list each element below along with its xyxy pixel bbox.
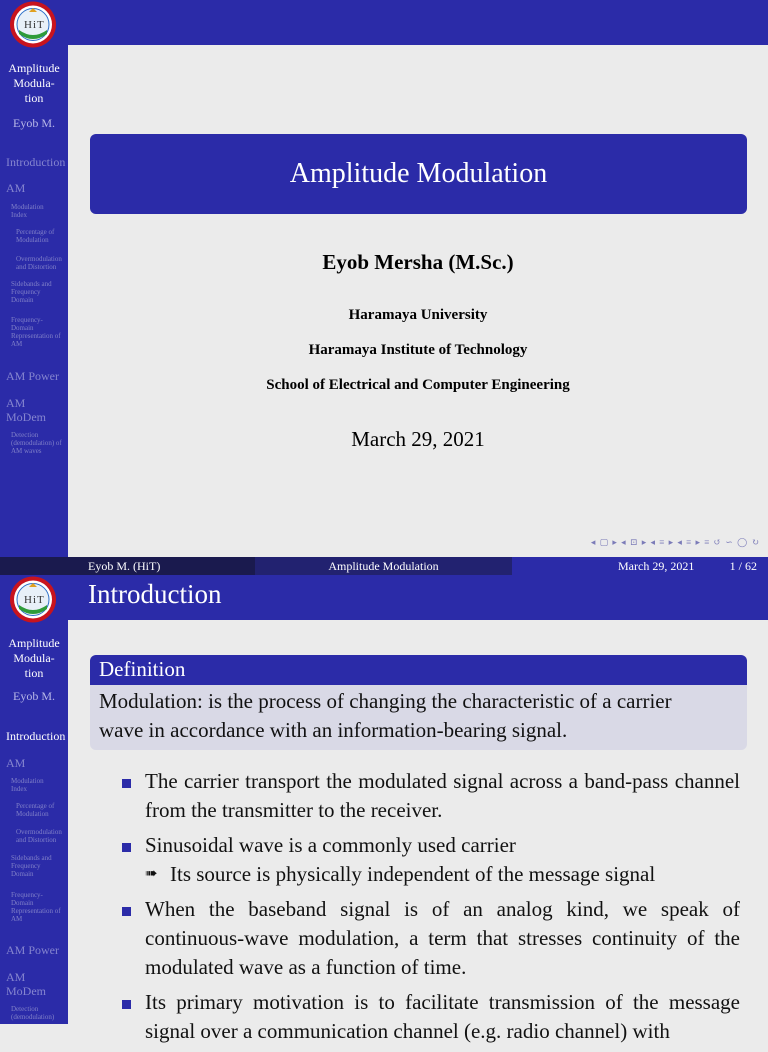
svg-text:T: T xyxy=(37,19,44,31)
bullet-text: Sinusoidal wave is a commonly used carrier xyxy=(145,833,516,857)
presentation-title: Amplitude Modulation xyxy=(289,158,548,189)
header-bar xyxy=(68,0,768,45)
sidebar-presentation-title xyxy=(0,636,68,681)
definition-body xyxy=(90,685,747,750)
svg-text:i: i xyxy=(33,19,37,31)
footer-page-number: 1 / 62 xyxy=(729,559,757,573)
sub-list-item xyxy=(145,860,740,889)
frame-title: Introduction xyxy=(88,579,222,609)
sidebar xyxy=(0,575,68,1024)
svg-text:T: T xyxy=(37,594,44,606)
institution-institute: Haramaya Institute of Technology xyxy=(308,342,528,358)
square-bullet-icon xyxy=(122,907,131,916)
definition-line: wave in accordance with an information-bearing signal. xyxy=(99,718,568,742)
presentation-date: March 29, 2021 xyxy=(351,427,485,451)
sidebar-title-line: tion xyxy=(24,91,44,105)
sidebar-author: Eyob M. xyxy=(13,116,55,130)
list-item xyxy=(122,767,740,825)
svg-text:H: H xyxy=(24,594,32,606)
square-bullet-icon xyxy=(122,843,131,852)
bullet-text: When the baseband signal is of an analog kind, we speak of continuous-wave modulation, a term that stresses continuity of the modulated wave as a function of time. xyxy=(145,897,740,979)
nav-subsub-percentage[interactable]: Percentage of Modulation xyxy=(16,228,55,244)
bullet-list xyxy=(122,767,740,1052)
footer-title: Amplitude Modulation xyxy=(255,557,512,575)
introduction-slide xyxy=(0,575,768,1043)
svg-text:H: H xyxy=(24,19,32,31)
nav-sub-modulation-index[interactable]: Modulation Index xyxy=(11,203,44,219)
list-item xyxy=(122,831,740,889)
nav-section-introduction[interactable]: Introduction xyxy=(6,155,66,169)
definition-line: Modulation: is the process of changing the characteristic of a carrier xyxy=(99,689,672,713)
definition-heading: Definition xyxy=(90,655,747,685)
definition-block xyxy=(90,655,747,750)
presentation-title-box xyxy=(90,134,747,214)
institution-university: Haramaya University xyxy=(348,307,488,323)
presentation-author: Eyob Mersha (M.Sc.) xyxy=(322,250,514,274)
square-bullet-icon xyxy=(122,1000,131,1009)
footer-right-box xyxy=(512,557,768,575)
frame-title-bar xyxy=(68,575,768,620)
bullet-text: The carrier transport the modulated signal across a band-pass channel from the transmitter to the receiver. xyxy=(145,769,740,822)
sidebar-title-line: tion xyxy=(24,666,44,680)
sidebar-title-line: Modula- xyxy=(13,76,55,90)
nav-section-introduction[interactable]: Introduction xyxy=(6,729,66,743)
nav-section-am-power[interactable]: AM Power xyxy=(6,943,59,957)
nav-sub-detection[interactable]: Detection (demodulation) xyxy=(11,1005,55,1021)
nav-sub-sidebands[interactable]: Sidebands and Frequency Domain xyxy=(11,280,52,304)
right-arrow-icon: ➠ xyxy=(145,866,158,882)
sidebar xyxy=(0,0,68,557)
sub-bullet-text: Its source is physically independent of the message signal xyxy=(170,862,656,886)
nav-sub-modulation-index[interactable]: Modulation Index xyxy=(11,777,44,793)
nav-sub-detection[interactable]: Detection (demodulation) of AM waves xyxy=(11,431,62,455)
square-bullet-icon xyxy=(122,779,131,788)
sidebar-title-line: Amplitude xyxy=(8,636,60,650)
nav-subsub-overmodulation[interactable]: Overmodulation and Distortion xyxy=(16,255,62,271)
nav-sub-frequency-domain[interactable]: Frequency-Domain Representation of AM xyxy=(11,891,61,923)
nav-section-am[interactable]: AM xyxy=(6,181,26,195)
nav-section-am-modem[interactable]: AM MoDem xyxy=(6,396,46,424)
nav-sub-sidebands[interactable]: Sidebands and Frequency Domain xyxy=(11,854,52,878)
footer-author-box xyxy=(0,557,255,575)
footline xyxy=(0,557,768,575)
nav-subsub-percentage[interactable]: Percentage of Modulation xyxy=(16,802,55,818)
nav-section-am-power[interactable]: AM Power xyxy=(6,369,59,383)
footer-author: Eyob M. (HiT) xyxy=(88,559,161,573)
footer-date: March 29, 2021 xyxy=(618,559,695,573)
nav-subsub-overmodulation[interactable]: Overmodulation and Distortion xyxy=(16,828,62,844)
institution-school: School of Electrical and Computer Engineering xyxy=(266,377,570,393)
nav-section-am[interactable]: AM xyxy=(6,756,26,770)
list-item xyxy=(122,988,740,1046)
sidebar-title-line: Amplitude xyxy=(8,61,60,75)
list-item xyxy=(122,895,740,982)
svg-text:i: i xyxy=(33,594,37,606)
beamer-navigation-symbols[interactable]: ◂ ▢ ▸ ◂ ⊡ ▸ ◂ ≡ ▸ ◂ ≡ ▸ ≡ ↺ ∽ ◯ ↻ xyxy=(590,537,760,547)
nav-sub-frequency-domain[interactable]: Frequency-Domain Representation of AM xyxy=(11,316,61,348)
university-logo-icon xyxy=(7,575,59,624)
sidebar-presentation-title xyxy=(0,61,68,106)
university-logo-icon xyxy=(7,0,59,49)
sidebar-title-line: Modula- xyxy=(13,651,55,665)
sidebar-author: Eyob M. xyxy=(13,689,55,703)
nav-section-am-modem[interactable]: AM MoDem xyxy=(6,970,46,998)
bullet-text: Its primary motivation is to facilitate transmission of the message signal over a communication channel (e.g. radio channel) with xyxy=(145,990,740,1043)
